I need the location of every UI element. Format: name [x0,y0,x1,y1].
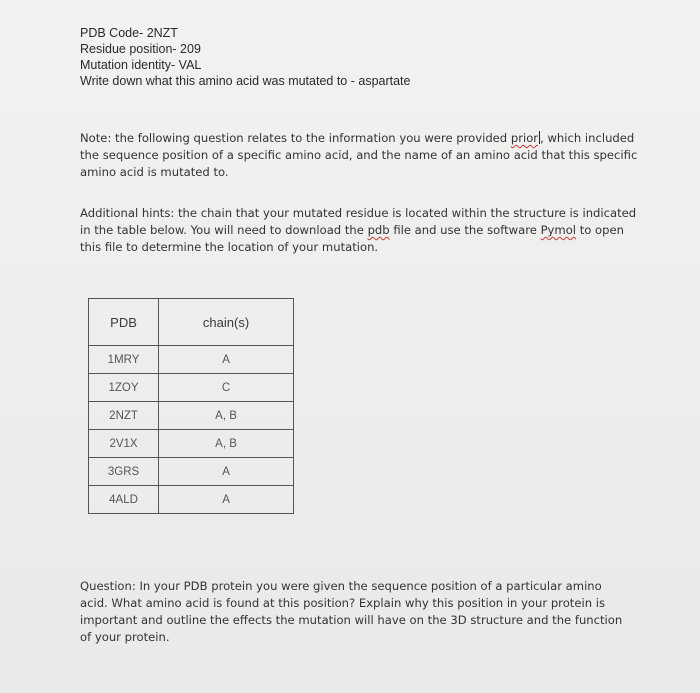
hints-paragraph [80,205,640,256]
table-cell-chain: A [159,486,294,514]
table-cell-pdb: 2V1X [89,430,159,458]
mutation-identity-line: Mutation identity- VAL [80,58,202,72]
table-header-chains: chain(s) [159,299,294,346]
note-paragraph [80,130,640,181]
table-row [89,402,294,430]
hints-text-end: to open this file to determine the location of your mutation. [80,223,624,254]
table-cell-chain: A, B [159,430,294,458]
table-row [89,486,294,514]
table-cell-pdb: 4ALD [89,486,159,514]
note-text-start: Note: the following question relates to the information you were provided [80,131,511,145]
note-text-end: , which included the sequence position of a specific amino acid, and the name of an amino acid that this specific amino acid is mutated to. [80,131,638,179]
table-row [89,374,294,402]
write-down-line: Write down what this amino acid was mutated to - aspartate [80,74,411,88]
hints-text-middle: file and use the software [389,223,541,237]
residue-position-line: Residue position- 209 [80,42,201,56]
table-cell-chain: C [159,374,294,402]
note-prior-word: prior [510,131,539,145]
table-cell-chain: A, B [159,402,294,430]
table-header-pdb: PDB [89,299,159,346]
table-cell-pdb: 2NZT [89,402,159,430]
pdb-code-line: PDB Code- 2NZT [80,26,178,40]
pdb-chain-table [88,298,294,514]
hints-text-start: Additional hints: the chain that your mutated residue is located within the structure is indicated in the table below. You will need to download the [80,206,637,237]
table-header-row [89,299,294,346]
table-cell-pdb: 3GRS [89,458,159,486]
table-cell-pdb: 1MRY [89,346,159,374]
table-cell-chain: A [159,346,294,374]
table-row [89,346,294,374]
table-row [89,430,294,458]
hints-pdb-word: pdb [367,223,390,237]
question-paragraph: Question: In your PDB protein you were given the sequence position of a particular amino acid. What amino acid is found at this position? Explain why this position in your protein is important and outline the effects the mutation will have on the 3D structure and the function of your protein. [80,579,623,644]
table-cell-chain: A [159,458,294,486]
table-cell-pdb: 1ZOY [89,374,159,402]
hints-pymol-word: Pymol [540,223,577,237]
table-row [89,458,294,486]
